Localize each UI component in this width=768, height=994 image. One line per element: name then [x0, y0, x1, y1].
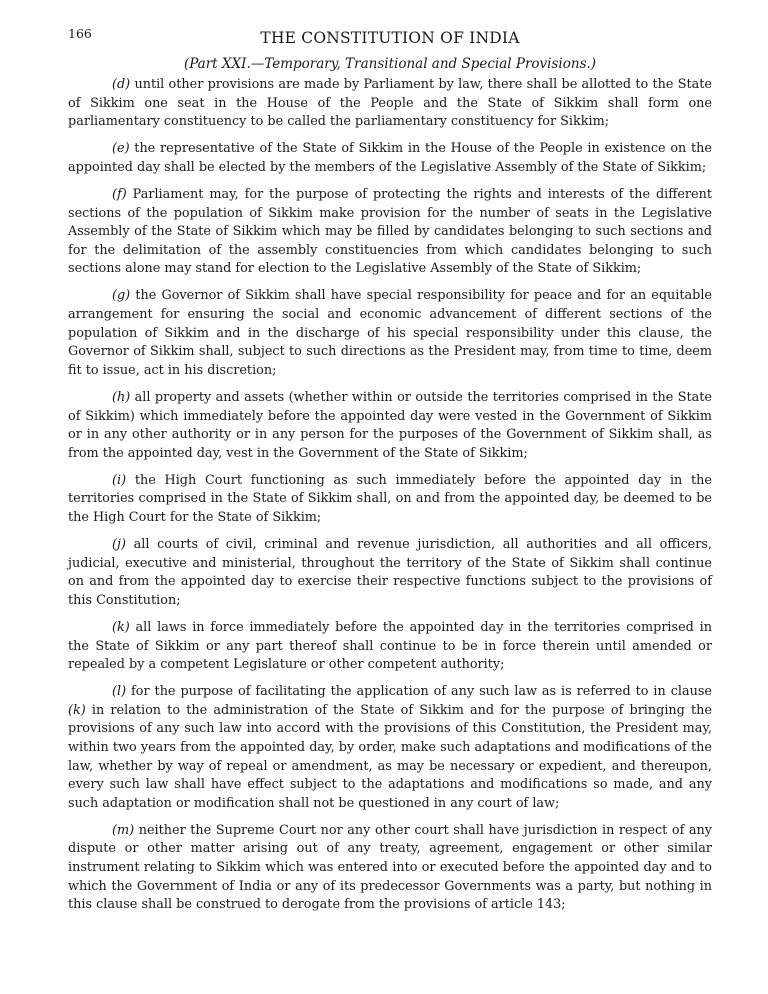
clause-reference: (k) [68, 702, 86, 718]
clause-letter: (m) [112, 822, 135, 838]
clause-text: until other provisions are made by Parliament by law, there shall be allotted to the State of Sikkim one seat in the House of the People and the State of Sikkim shall form one parliamentary constituency to be called the parliamentary constituency for Sikkim; [68, 77, 712, 130]
clause-letter: (h) [112, 389, 131, 405]
clause-letter: (i) [112, 472, 127, 488]
clause-text: the High Court functioning as such immediately before the appointed day in the territories comprised in the State of Sikkim shall, on and from the appointed day, be deemed to be the High Court for the State of Sikkim; [68, 472, 712, 525]
clause-letter: (e) [112, 141, 130, 157]
clause-text: for the purpose of facilitating the application of any such law as is referred to in clause [126, 684, 712, 700]
part-heading: (Part XXI.—Temporary, Transitional and Special Provisions.) [183, 56, 597, 72]
clause-text: all property and assets (whether within or outside the territories comprised in the State of Sikkim) which immediately before the appointed day were vested in the Government of Sikkim or in any other authority or in any person for the purposes of the Government of Sikkim shall, as from the appointed day, vest in the Government of the State of Sikkim; [68, 389, 712, 461]
clause-letter: (k) [112, 619, 130, 635]
page-title: THE CONSTITUTION OF INDIA [260, 29, 520, 47]
clause-letter: (l) [112, 684, 127, 700]
clause-e [68, 140, 712, 177]
clause-letter: (f) [112, 186, 127, 202]
page-header [68, 24, 712, 52]
clause-f [68, 186, 712, 279]
clause-text: neither the Supreme Court nor any other court shall have jurisdiction in respect of any dispute or other matter arising out of any treaty, agreement, engagement or other similar instrument relating to Sikkim which was entered into or executed before the appointed day and to which the Government of India or any of its predecessor Governments was a party, but nothing in this clause shall be construed to derogate from the provisions of article 143; [68, 822, 712, 913]
clause-d [68, 76, 712, 132]
clause-g [68, 287, 712, 380]
clause-text: all courts of civil, criminal and revenue jurisdiction, all authorities and all officers, judicial, executive and ministerial, throughout the territory of the State of Sikkim shall continue on and from the appointed day to exercise their respective functions subject to the provisions of this Constitution; [68, 537, 712, 608]
page-number: 166 [68, 26, 92, 41]
clause-j [68, 536, 712, 610]
clause-text: the representative of the State of Sikkim in the House of the People in existence on the appointed day shall be elected by the members of the Legislative Assembly of the State of Sikkim; [68, 141, 712, 175]
clause-text: all laws in force immediately before the appointed day in the territories comprised in the State of Sikkim or any part thereof shall continue to be in force therein until amended or repealed by a competent Legislature or other competent authority; [68, 619, 712, 673]
clause-text: in relation to the administration of the State of Sikkim and for the purpose of bringing the provisions of any such law into accord with the provisions of this Constitution, the President may, within two years from the appointed day, by order, make such adaptations and modifications of the law, whether by way of repeal or amendment, as may be necessary or expedient, and thereupon, every such law shall have effect subject to the adaptations and modifications so made, and any such adaptation or modification shall not be questioned in any court of law; [68, 702, 712, 811]
clause-letter: (g) [112, 288, 131, 304]
clause-letter: (j) [112, 537, 126, 553]
clause-i [68, 472, 712, 528]
clause-m [68, 822, 712, 915]
clause-k [68, 619, 712, 675]
clause-text: the Governor of Sikkim shall have special responsibility for peace and for an equitable arrangement for ensuring the social and economic advancement of different sections of the population of Sikkim and in the discharge of his special responsibility under this clause, the Governor of Sikkim shall, subject to such directions as the President may, from time to time, deem fit to issue, act in his discretion; [68, 288, 712, 378]
clause-letter: (d) [112, 77, 131, 92]
clause-h [68, 389, 712, 463]
clause-l [68, 683, 712, 813]
clause-text: Parliament may, for the purpose of protecting the rights and interests of the different sections of the population of Sikkim make provision for the number of seats in the Legislative Assembly of the State of Sikkim which may be filled by candidates belonging to such sections and for the delimitation of the assembly constituencies from which candidates belonging to such sections alone may stand for election to the Legislative Assembly of the State of Sikkim; [68, 186, 712, 277]
